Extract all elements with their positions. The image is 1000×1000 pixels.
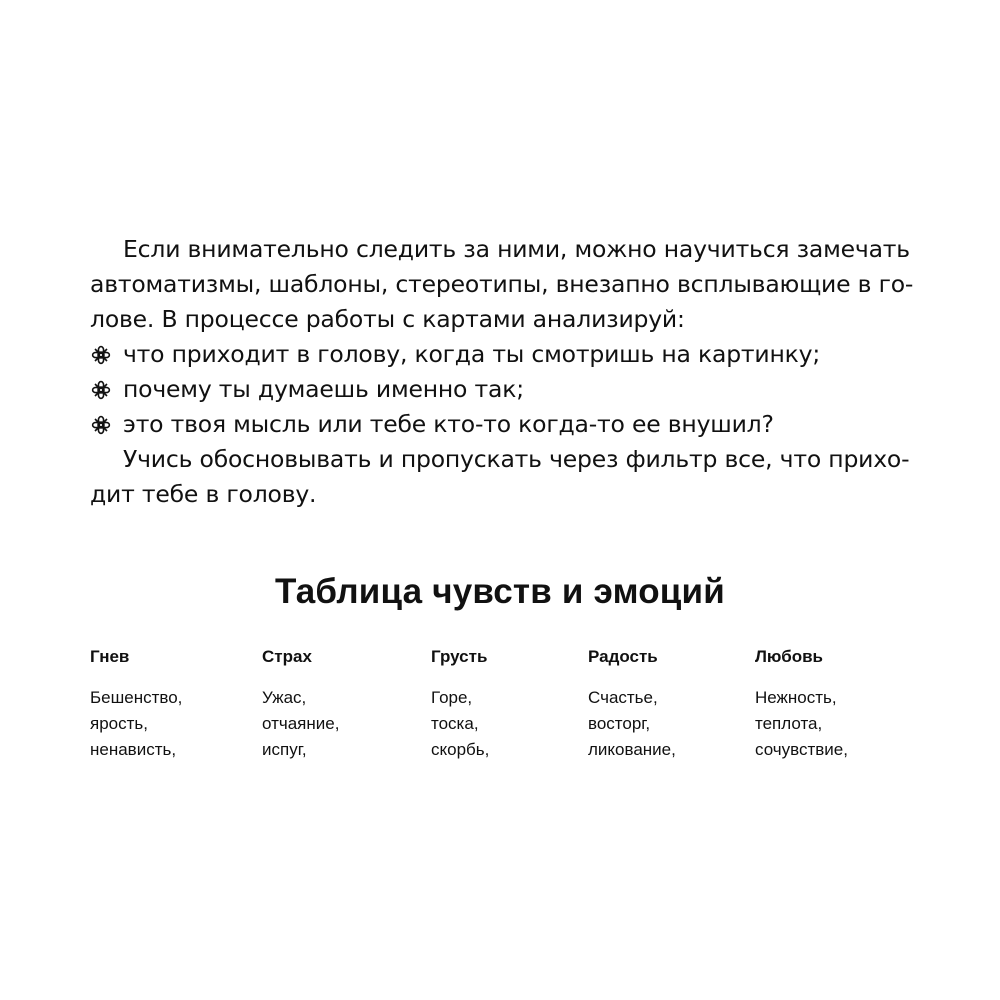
ornament-bullet-icon xyxy=(90,344,112,366)
list-item: Нежность, xyxy=(755,688,837,707)
list-item: ликование, xyxy=(588,740,676,759)
table-column-fear xyxy=(262,645,432,763)
body-text xyxy=(90,232,920,512)
emotions-table xyxy=(90,645,950,775)
list-item: Ужас, xyxy=(262,688,307,707)
bullet-item xyxy=(90,407,920,442)
column-header: Любовь xyxy=(755,647,824,666)
bullet-item xyxy=(90,337,920,372)
list-item: Счастье, xyxy=(588,688,658,707)
list-item: ненависть, xyxy=(90,740,177,759)
ornament-bullet-icon xyxy=(90,414,112,436)
list-item: Бешенство, xyxy=(90,688,183,707)
column-header: Страх xyxy=(262,647,312,666)
list-item: восторг, xyxy=(588,714,651,733)
list-item: теплота, xyxy=(755,714,823,733)
list-item: отчаяние, xyxy=(262,714,340,733)
paragraph-line: дит тебе в голову. xyxy=(90,480,317,508)
column-header: Гнев xyxy=(90,647,130,666)
bullet-text: это твоя мысль или тебе кто-то когда-то ее внушил? xyxy=(123,410,774,438)
bullet-text: почему ты думаешь именно так; xyxy=(123,375,524,403)
column-header: Радость xyxy=(588,647,658,666)
paragraph-line: лове. В процессе работы с картами анализируй: xyxy=(90,305,685,333)
section-title: Таблица чувств и эмоций xyxy=(275,572,725,611)
list-item: Горе, xyxy=(431,688,473,707)
paragraph-line: Учись обосновывать и пропускать через фильтр все, что прихо- xyxy=(123,445,910,473)
list-item: испуг, xyxy=(262,740,307,759)
list-item: сочувствие, xyxy=(755,740,848,759)
paragraph-line: Если внимательно следить за ними, можно научиться замечать xyxy=(123,235,910,263)
list-item: тоска, xyxy=(431,714,479,733)
table-column-sadness xyxy=(431,645,601,763)
list-item: ярость, xyxy=(90,714,148,733)
table-column-love xyxy=(755,645,925,763)
list-item: скорбь, xyxy=(431,740,490,759)
table-column-anger xyxy=(90,645,260,763)
ornament-bullet-icon xyxy=(90,379,112,401)
bullet-text: что приходит в голову, когда ты смотришь на картинку; xyxy=(123,340,821,368)
bullet-item xyxy=(90,372,920,407)
paragraph-line: автоматизмы, шаблоны, стереотипы, внезапно всплывающие в го- xyxy=(90,270,914,298)
table-column-joy xyxy=(588,645,758,763)
column-header: Грусть xyxy=(431,647,488,666)
